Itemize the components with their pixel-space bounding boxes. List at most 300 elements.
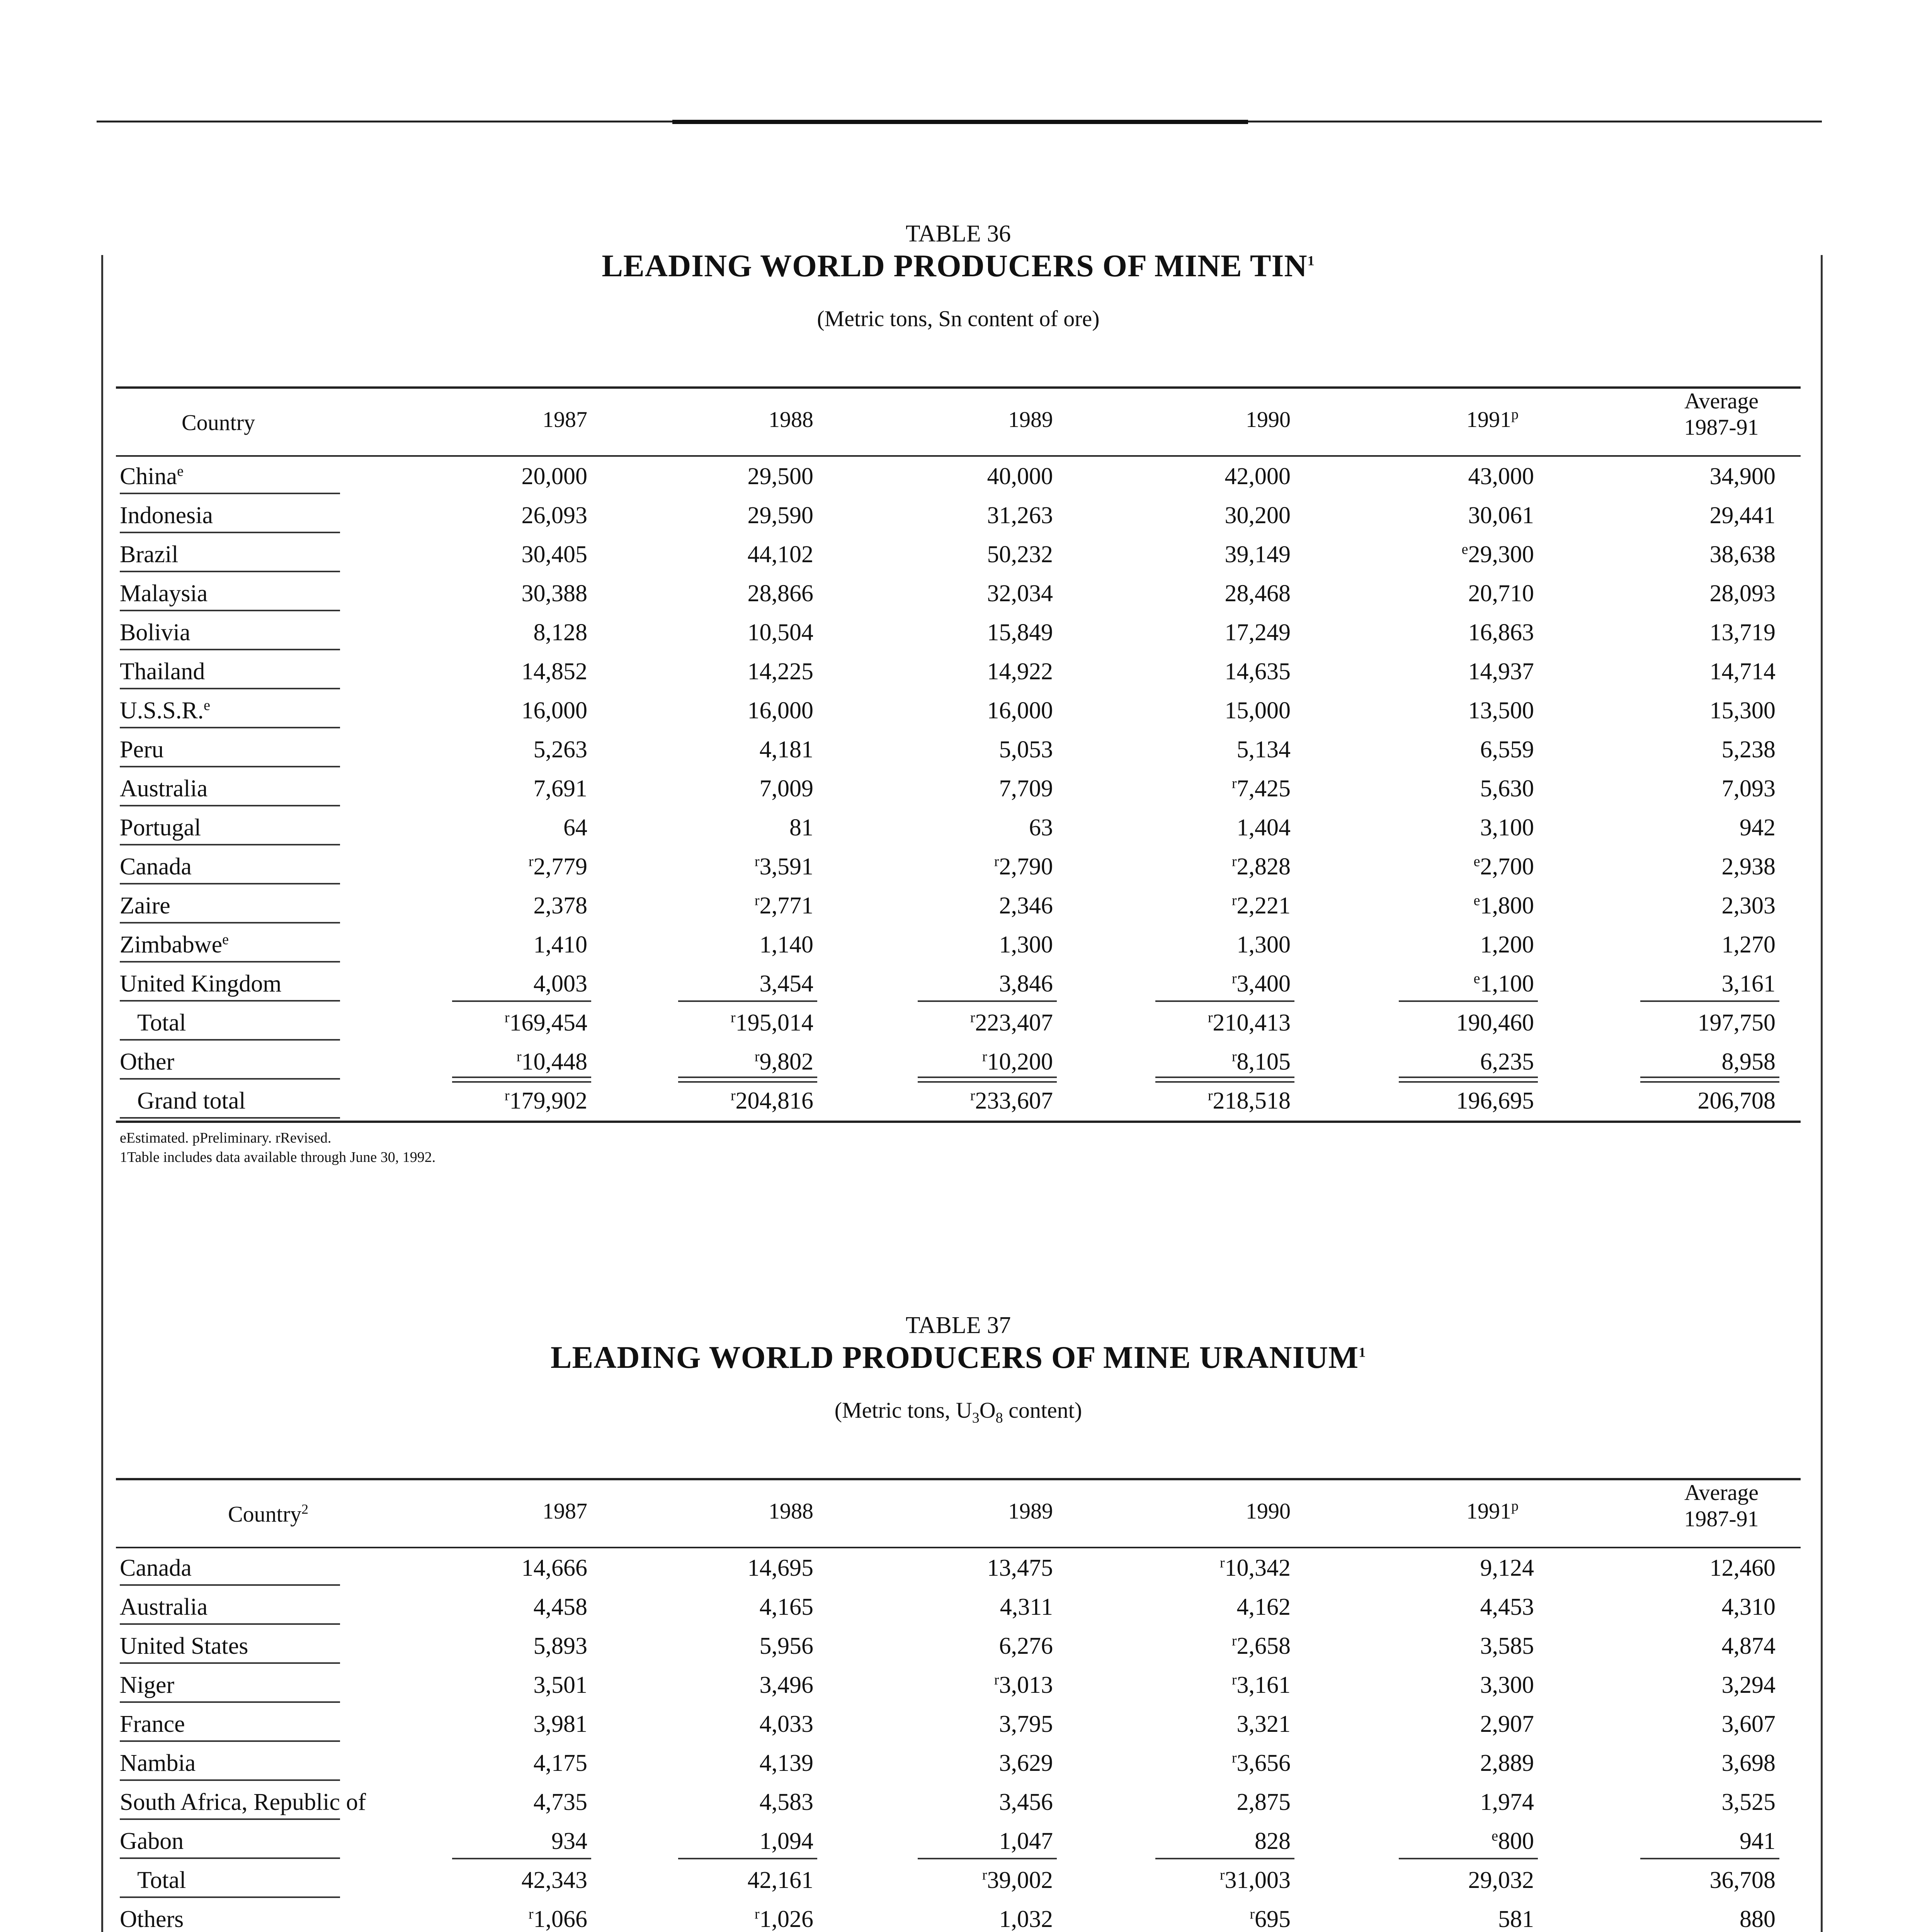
row-value: [425, 1787, 587, 1817]
row-value: [651, 1553, 813, 1583]
summary-value: [1613, 1086, 1776, 1116]
country-name: South Africa, Republic of: [120, 1789, 366, 1815]
value-text: 44,102: [747, 541, 813, 568]
header-bottom-rule: [116, 1547, 1801, 1548]
row-value: [891, 930, 1053, 959]
summary-value: [1372, 1086, 1534, 1116]
row-separator: [120, 532, 340, 533]
value-text: 3,656: [1236, 1750, 1291, 1776]
header-mark: p: [1511, 406, 1519, 423]
value-text: 1,047: [999, 1828, 1053, 1854]
row-value: [1372, 540, 1534, 569]
value-mark: r: [504, 1087, 510, 1104]
country-name: Portugal: [120, 815, 201, 841]
value-text: 196,695: [1456, 1088, 1534, 1114]
total-underline: [1155, 1858, 1294, 1859]
value-text: 8,128: [533, 619, 587, 646]
value-mark: r: [754, 892, 760, 909]
country-name: Australia: [120, 776, 208, 802]
column-header-country: [228, 1501, 308, 1527]
value-text: 1,410: [533, 932, 587, 958]
header-text: Country: [182, 410, 255, 435]
table-37-label: TABLE 37: [905, 1312, 1011, 1338]
value-mark: r: [1231, 1633, 1237, 1649]
row-value: [1372, 579, 1534, 608]
summary-value: [891, 1008, 1053, 1037]
row-value: [1372, 774, 1534, 803]
value-text: 4,003: [533, 971, 587, 997]
row-value: [1613, 1553, 1776, 1583]
row-country: [120, 1592, 207, 1622]
value-text: 10,342: [1225, 1555, 1291, 1581]
row-value: [651, 891, 813, 920]
value-text: 206,708: [1697, 1088, 1776, 1114]
row-value: [1128, 462, 1291, 491]
header-top-rule: [116, 1478, 1801, 1480]
title-footnote-ref: 1: [1359, 1344, 1366, 1360]
value-text: 7,709: [999, 776, 1053, 802]
summary-value: [1613, 1866, 1776, 1895]
row-value: [891, 1748, 1053, 1778]
value-text: 2,907: [1480, 1711, 1534, 1737]
summary-separator: [120, 1117, 340, 1119]
value-text: 13,719: [1709, 619, 1776, 646]
row-country: [120, 852, 192, 881]
value-text: 3,795: [999, 1711, 1053, 1737]
row-value: [1372, 657, 1534, 686]
value-text: 12,460: [1709, 1555, 1776, 1581]
value-mark: r: [1231, 892, 1237, 909]
row-value: [1128, 1709, 1291, 1739]
row-value: [1613, 618, 1776, 647]
value-text: 30,405: [521, 541, 587, 568]
row-value: [1128, 618, 1291, 647]
value-mark: e: [1492, 1828, 1498, 1844]
value-text: 14,225: [747, 658, 813, 685]
value-text: 5,630: [1480, 776, 1534, 802]
value-text: 179,902: [509, 1088, 587, 1114]
summary-label: Others: [120, 1906, 184, 1932]
country-name: Nambia: [120, 1750, 196, 1776]
column-header-4: [1128, 1498, 1291, 1524]
row-separator: [120, 844, 340, 845]
value-mark: r: [754, 1906, 760, 1922]
table-37-title: LEADING WORLD PRODUCERS OF MINE URANIUM$^1$: [550, 1340, 1366, 1375]
value-text: 2,658: [1236, 1633, 1291, 1659]
value-text: 2,700: [1480, 854, 1534, 880]
summary-value: [1372, 1866, 1534, 1895]
country-name: Australia: [120, 1594, 208, 1620]
value-text: 828: [1255, 1828, 1291, 1854]
value-text: 6,235: [1480, 1049, 1534, 1075]
total-underline: [678, 1858, 817, 1859]
value-text: 2,346: [999, 893, 1053, 919]
row-value: [1613, 1787, 1776, 1817]
value-mark: r: [1231, 1750, 1237, 1766]
value-text: 14,852: [521, 658, 587, 685]
value-text: 1,404: [1236, 815, 1291, 841]
column-header-5: [1372, 406, 1534, 433]
value-text: 4,139: [759, 1750, 813, 1776]
header-text: 1987: [543, 407, 587, 432]
country-name: Zaire: [120, 893, 170, 919]
value-text: 28,093: [1709, 580, 1776, 607]
row-separator: [120, 688, 340, 689]
row-value: [1372, 1592, 1534, 1622]
row-separator: [120, 1000, 340, 1002]
summary-value: [1372, 1008, 1534, 1037]
row-value: [1372, 930, 1534, 959]
row-country: [120, 774, 207, 803]
header-text: 1989: [1008, 407, 1053, 432]
header-text: 1991: [1466, 1498, 1511, 1524]
row-country: [120, 891, 170, 920]
value-text: 15,000: [1225, 697, 1291, 724]
value-text: 1,200: [1480, 932, 1534, 958]
header-top-rule: [116, 386, 1801, 389]
value-text: 6,276: [999, 1633, 1053, 1659]
country-name: France: [120, 1711, 185, 1737]
row-separator: [120, 610, 340, 611]
row-value: [1613, 501, 1776, 530]
value-text: 39,002: [987, 1867, 1053, 1893]
footnote: 1Table includes data available through June 30, 1992.: [120, 1149, 436, 1165]
row-separator: [120, 493, 340, 494]
total-underline: [452, 1858, 591, 1859]
row-value: [425, 1748, 587, 1778]
row-value: [1613, 579, 1776, 608]
value-text: 1,100: [1480, 971, 1534, 997]
summary-value: [1372, 1047, 1534, 1077]
row-value: [1372, 1709, 1534, 1739]
summary-separator: [120, 1039, 340, 1041]
row-country: [120, 735, 164, 764]
header-line: 1987-91: [1684, 1506, 1759, 1531]
summary-value: [425, 1008, 587, 1037]
grand-double-rule-b: [1155, 1081, 1294, 1083]
summary-value: [1128, 1086, 1291, 1116]
value-text: 1,094: [759, 1828, 813, 1854]
row-value: [651, 1827, 813, 1856]
value-text: 190,460: [1456, 1010, 1534, 1036]
value-text: 2,828: [1236, 854, 1291, 880]
header-text: 1990: [1246, 1498, 1291, 1524]
value-text: 2,771: [759, 893, 813, 919]
row-value: [891, 774, 1053, 803]
summary-value: [1372, 1905, 1534, 1932]
value-text: 2,303: [1721, 893, 1776, 919]
value-text: 695: [1255, 1906, 1291, 1932]
row-value: [1613, 1592, 1776, 1622]
row-value: [651, 1670, 813, 1700]
value-text: 38,638: [1709, 541, 1776, 568]
grand-double-rule-a: [918, 1077, 1057, 1078]
value-mark: r: [730, 1009, 736, 1026]
value-text: 4,165: [759, 1594, 813, 1620]
row-country: [120, 501, 213, 530]
row-value: [425, 1553, 587, 1583]
value-text: 29,590: [747, 502, 813, 529]
value-text: 2,938: [1721, 854, 1776, 880]
value-mark: r: [1219, 1867, 1225, 1883]
value-text: 36,708: [1709, 1867, 1776, 1893]
row-value: [425, 501, 587, 530]
row-value: [1613, 852, 1776, 881]
row-separator: [120, 1623, 340, 1625]
grand-double-rule-a: [1399, 1077, 1538, 1078]
header-text: 1988: [769, 407, 813, 432]
country-mark: e: [204, 697, 210, 714]
value-text: 3,454: [759, 971, 813, 997]
value-mark: r: [516, 1048, 522, 1065]
left-margin-rule: [101, 255, 103, 1932]
row-value: [891, 1592, 1053, 1622]
value-text: 169,454: [509, 1010, 587, 1036]
row-value: [425, 696, 587, 725]
country-name: Peru: [120, 736, 164, 763]
value-text: 16,000: [521, 697, 587, 724]
value-text: 64: [563, 815, 587, 841]
summary-label: Other: [120, 1049, 175, 1075]
row-value: [1128, 1670, 1291, 1700]
country-name: Canada: [120, 854, 192, 880]
value-text: 5,956: [759, 1633, 813, 1659]
value-text: 942: [1740, 815, 1776, 841]
value-text: 81: [789, 815, 813, 841]
row-value: [1128, 930, 1291, 959]
row-value: [1372, 1670, 1534, 1700]
value-text: 29,300: [1468, 541, 1534, 568]
row-value: [651, 540, 813, 569]
value-text: 4,735: [533, 1789, 587, 1815]
value-mark: r: [1208, 1009, 1213, 1026]
value-text: 14,922: [987, 658, 1053, 685]
value-text: 204,816: [735, 1088, 813, 1114]
row-value: [891, 852, 1053, 881]
row-value: [1128, 1787, 1291, 1817]
country-name: Niger: [120, 1672, 175, 1698]
value-text: 3,629: [999, 1750, 1053, 1776]
value-text: 5,134: [1236, 736, 1291, 763]
row-value: [651, 657, 813, 686]
row-value: [891, 1787, 1053, 1817]
row-country: [120, 1670, 174, 1700]
value-text: 1,800: [1480, 893, 1534, 919]
value-text: 2,790: [999, 854, 1053, 880]
row-value: [1613, 1631, 1776, 1661]
header-text: 1987: [543, 1498, 587, 1524]
header-footnote-ref: 2: [301, 1501, 309, 1517]
row-value: [1613, 462, 1776, 491]
row-value: [651, 774, 813, 803]
value-mark: r: [730, 1087, 736, 1104]
value-text: 4,162: [1236, 1594, 1291, 1620]
value-text: 1,300: [1236, 932, 1291, 958]
value-text: 3,591: [759, 854, 813, 880]
row-value: [891, 579, 1053, 608]
value-text: 4,175: [533, 1750, 587, 1776]
row-value: [891, 1631, 1053, 1661]
row-value: [1128, 735, 1291, 764]
row-value: [1128, 696, 1291, 725]
row-value: [651, 618, 813, 647]
value-text: 3,400: [1236, 971, 1291, 997]
country-name: Malaysia: [120, 580, 208, 607]
value-text: 14,635: [1225, 658, 1291, 685]
row-value: [1613, 1670, 1776, 1700]
row-value: [425, 1592, 587, 1622]
country-name: Bolivia: [120, 619, 190, 646]
row-value: [425, 657, 587, 686]
row-value: [1128, 579, 1291, 608]
value-text: 218,518: [1213, 1088, 1291, 1114]
row-value: [891, 657, 1053, 686]
value-text: 14,714: [1709, 658, 1776, 685]
row-value: [1613, 1748, 1776, 1778]
value-mark: r: [1219, 1554, 1225, 1571]
value-text: 3,698: [1721, 1750, 1776, 1776]
value-text: 1,300: [999, 932, 1053, 958]
row-value: [1128, 1592, 1291, 1622]
column-header-2: [651, 406, 813, 433]
row-value: [1613, 540, 1776, 569]
summary-value: [891, 1866, 1053, 1895]
row-value: [425, 462, 587, 491]
row-value: [891, 1709, 1053, 1739]
summary-label: Total: [137, 1867, 186, 1893]
column-header-3: [891, 406, 1053, 433]
value-text: 223,407: [975, 1010, 1053, 1036]
summary-value: [425, 1086, 587, 1116]
row-country: [120, 696, 210, 725]
summary-value: [1128, 1905, 1291, 1932]
row-country: [120, 540, 179, 569]
row-separator: [120, 1857, 340, 1859]
value-text: 2,889: [1480, 1750, 1534, 1776]
row-separator: [120, 766, 340, 767]
grand-double-rule-b: [452, 1081, 591, 1083]
total-underline: [1399, 1000, 1538, 1002]
total-underline: [1155, 1000, 1294, 1002]
value-text: 17,249: [1225, 619, 1291, 646]
value-text: 30,388: [521, 580, 587, 607]
value-text: 5,238: [1721, 736, 1776, 763]
summary-value: [651, 1008, 813, 1037]
country-name: Thailand: [120, 658, 205, 685]
value-text: 34,900: [1709, 463, 1776, 490]
header-text: Country: [228, 1502, 302, 1527]
row-value: [425, 891, 587, 920]
value-text: 934: [551, 1828, 587, 1854]
row-value: [651, 969, 813, 998]
value-text: 4,874: [1721, 1633, 1776, 1659]
value-mark: r: [970, 1009, 975, 1026]
row-separator: [120, 571, 340, 572]
value-text: 14,937: [1468, 658, 1534, 685]
row-value: [1128, 852, 1291, 881]
row-value: [1128, 969, 1291, 998]
value-mark: r: [1231, 1048, 1237, 1065]
row-country: [120, 1709, 185, 1739]
row-value: [891, 501, 1053, 530]
value-mark: e: [1473, 892, 1480, 909]
value-mark: r: [1231, 775, 1237, 792]
value-text: 3,496: [759, 1672, 813, 1698]
value-text: 15,300: [1709, 697, 1776, 724]
row-value: [425, 618, 587, 647]
row-value: [651, 1787, 813, 1817]
total-underline: [452, 1000, 591, 1002]
summary-value: [425, 1905, 587, 1932]
header-text: 1988: [769, 1498, 813, 1524]
row-value: [651, 579, 813, 608]
value-text: 7,691: [533, 776, 587, 802]
row-value: [891, 1827, 1053, 1856]
header-mark: p: [1511, 1498, 1519, 1514]
row-value: [651, 1709, 813, 1739]
value-text: 42,000: [1225, 463, 1291, 490]
row-value: [1613, 1827, 1776, 1856]
row-separator: [120, 649, 340, 650]
value-text: 15,849: [987, 619, 1053, 646]
value-mark: r: [504, 1009, 510, 1026]
value-text: 13,500: [1468, 697, 1534, 724]
value-text: 1,066: [533, 1906, 587, 1932]
value-text: 10,200: [987, 1049, 1053, 1075]
summary-value: [651, 1905, 813, 1932]
value-text: 3,161: [1721, 971, 1776, 997]
row-value: [651, 1631, 813, 1661]
value-text: 1,974: [1480, 1789, 1534, 1815]
summary-value: [425, 1047, 587, 1077]
table-bottom-rule: [116, 1121, 1801, 1123]
country-name: Brazil: [120, 541, 179, 568]
row-value: [1128, 501, 1291, 530]
value-text: 3,585: [1480, 1633, 1534, 1659]
value-text: 16,000: [987, 697, 1053, 724]
value-text: 42,343: [521, 1867, 587, 1893]
row-value: [1613, 930, 1776, 959]
value-text: 2,378: [533, 893, 587, 919]
row-country: [120, 462, 184, 491]
value-text: 10,448: [521, 1049, 587, 1075]
value-text: 29,500: [747, 463, 813, 490]
column-header-6: [1660, 388, 1783, 440]
column-header-6: [1660, 1480, 1783, 1532]
row-value: [1128, 540, 1291, 569]
row-value: [425, 540, 587, 569]
row-value: [425, 813, 587, 842]
value-text: 29,032: [1468, 1867, 1534, 1893]
value-text: 3,300: [1480, 1672, 1534, 1698]
value-text: 16,863: [1468, 619, 1534, 646]
value-text: 3,013: [999, 1672, 1053, 1698]
country-name: Zimbabwe: [120, 932, 223, 958]
value-text: 32,034: [987, 580, 1053, 607]
table-37: [116, 1312, 1801, 1932]
value-mark: r: [1231, 853, 1237, 870]
value-mark: r: [994, 853, 999, 870]
value-text: 63: [1029, 815, 1053, 841]
value-text: 4,311: [1000, 1594, 1053, 1620]
grand-double-rule-b: [1399, 1081, 1538, 1083]
row-value: [891, 891, 1053, 920]
value-text: 3,456: [999, 1789, 1053, 1815]
row-value: [891, 1670, 1053, 1700]
row-value: [1372, 735, 1534, 764]
row-value: [1613, 735, 1776, 764]
value-text: 13,475: [987, 1555, 1053, 1581]
